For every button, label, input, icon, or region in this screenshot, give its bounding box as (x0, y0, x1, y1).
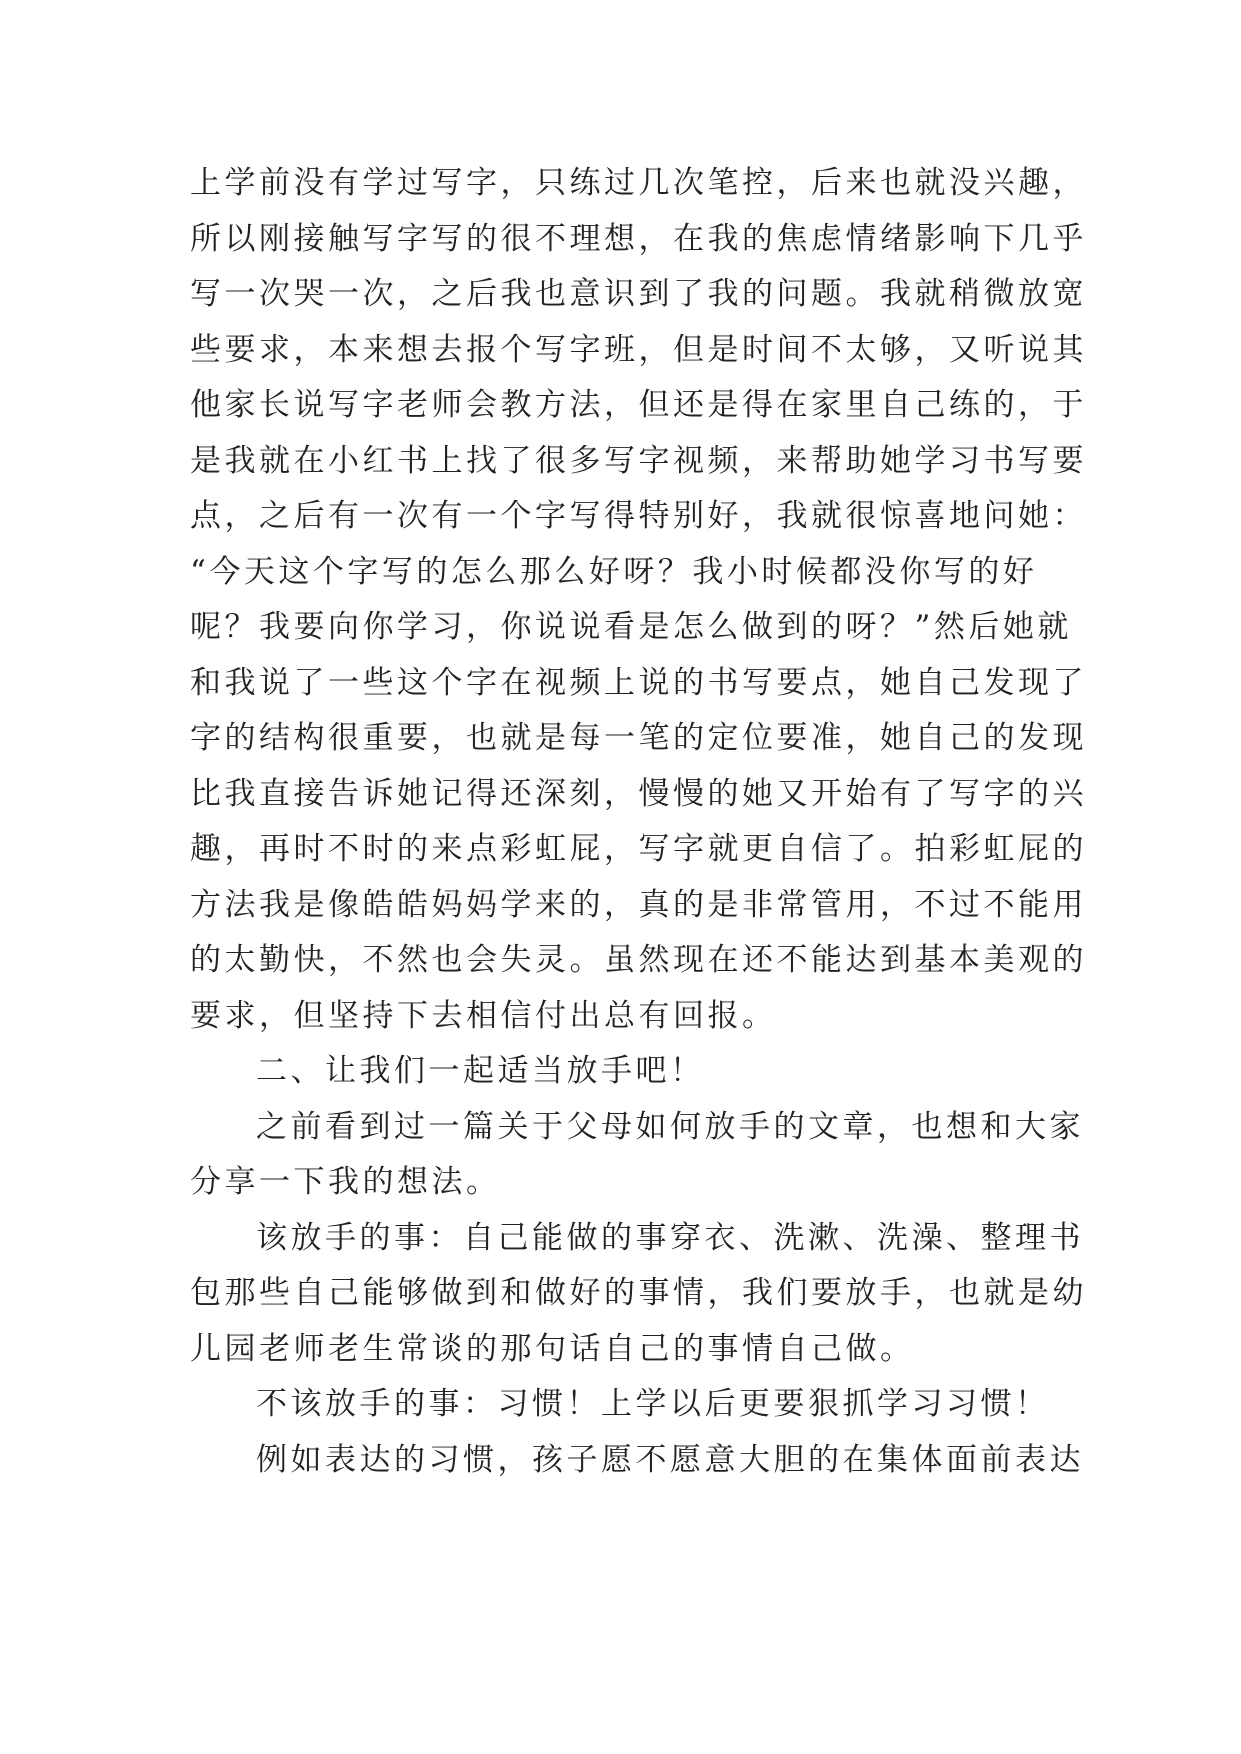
paragraph-1-line: 写一次哭一次，之后我也意识到了我的问题。我就稍微放宽 (190, 276, 1087, 312)
paragraph-1-line: 字的结构很重要，也就是每一笔的定位要准，她自己的发现 (190, 720, 1087, 756)
section-heading: 二、让我们一起适当放手吧！ (256, 1053, 705, 1089)
paragraph-3-line: 该放手的事：自己能做的事穿衣、洗漱、洗澡、整理书 (256, 1219, 1084, 1256)
paragraph-2-line: 之前看到过一篇关于父母如何放手的文章，也想和大家 (256, 1108, 1084, 1145)
paragraph-1-line: “今天这个字写的怎么那么好呀？我小时候都没你写的好 (190, 553, 1038, 590)
paragraph-1-line: 比我直接告诉她记得还深刻，慢慢的她又开始有了写字的兴 (190, 775, 1087, 812)
paragraph-1-line: 是我就在小红书上找了很多写字视频，来帮助她学习书写要 (190, 442, 1087, 479)
paragraph-1-line: 所以刚接触写字写的很不理想，在我的焦虑情绪影响下几乎 (190, 220, 1087, 257)
paragraph-1-line: 要求，但坚持下去相信付出总有回报。 (190, 997, 777, 1034)
paragraph-1-line: 他家长说写字老师会教方法，但还是得在家里自己练的，于 (190, 387, 1087, 423)
paragraph-1-line: 的太勤快，不然也会失灵。虽然现在还不能达到基本美观的 (190, 942, 1087, 978)
paragraph-1-line: 上学前没有学过写字，只练过几次笔控，后来也就没兴趣， (190, 165, 1087, 201)
paragraph-1-line: 些要求，本来想去报个写字班，但是时间不太够，又听说其 (190, 331, 1087, 368)
paragraph-4-line: 不该放手的事：习惯！上学以后更要狠抓学习习惯！ (256, 1386, 1050, 1422)
paragraph-2-line: 分享一下我的想法。 (190, 1164, 501, 1200)
paragraph-3-line: 包那些自己能够做到和做好的事情，我们要放手，也就是幼 (190, 1275, 1087, 1311)
paragraph-1-line: 和我说了一些这个字在视频上说的书写要点，她自己发现了 (190, 664, 1087, 701)
paragraph-1-line: 点，之后有一次有一个字写得特别好，我就很惊喜地问她： (190, 498, 1087, 534)
paragraph-1-line: 趣，再时不时的来点彩虹屁，写字就更自信了。拍彩虹屁的 (190, 831, 1087, 867)
paragraph-1-line: 呢？我要向你学习，你说说看是怎么做到的呀？”然后她就 (190, 609, 1072, 645)
paragraph-5-line: 例如表达的习惯，孩子愿不愿意大胆的在集体面前表达 (256, 1441, 1084, 1478)
paragraph-3-line: 儿园老师老生常谈的那句话自己的事情自己做。 (190, 1330, 915, 1367)
paragraph-1-line: 方法我是像皓皓妈妈学来的，真的是非常管用，不过不能用 (190, 886, 1087, 923)
document-body (190, 156, 1087, 1488)
